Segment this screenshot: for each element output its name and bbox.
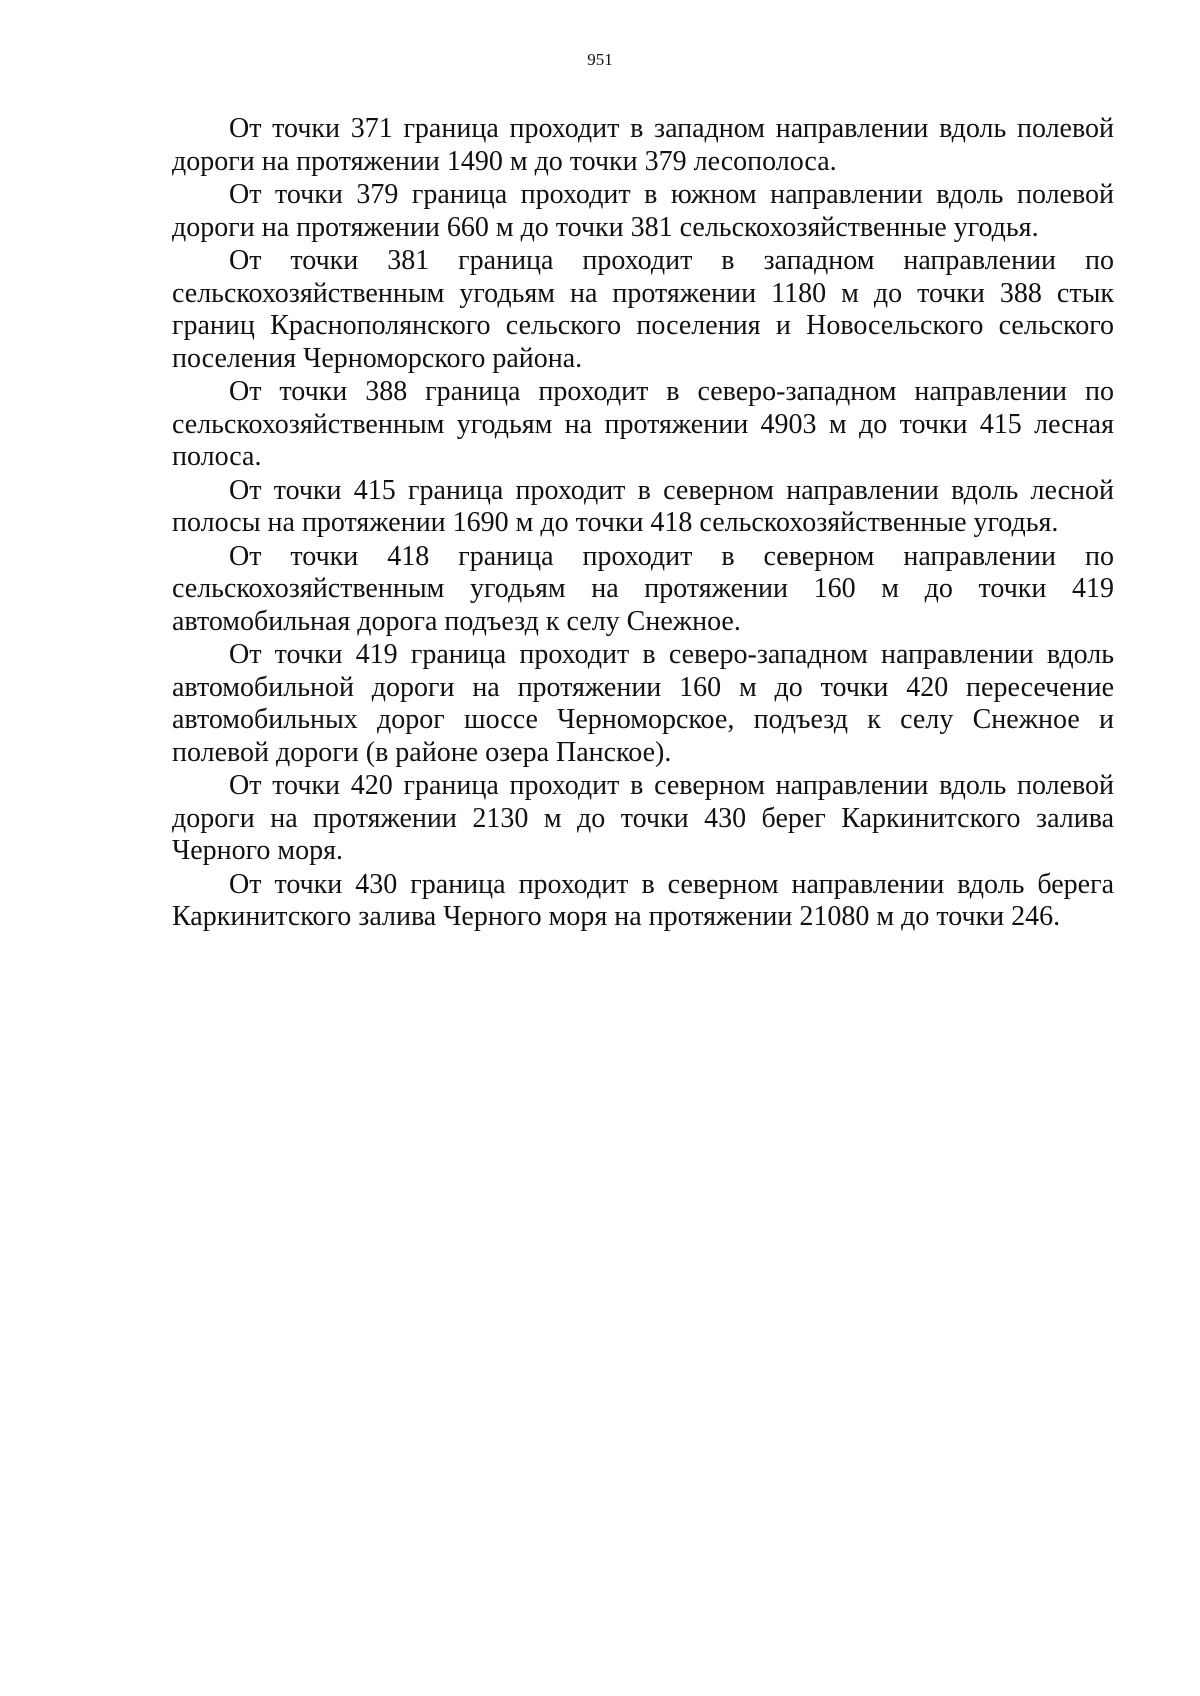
page-number: 951	[587, 50, 613, 69]
paragraph-point-381: От точки 381 граница проходит в западном направлении по сельскохозяйственным угодьям на протяжении 1180 м до точки 388 стык границ Краснополянского сельского поселения и Новосельского сельского поселения Черноморского района.	[172, 245, 1114, 374]
document-body	[172, 113, 1114, 935]
paragraph-point-430: От точки 430 граница проходит в северном направлении вдоль берега Каркинитского залива Черного моря на протяжении 21080 м до точки 246.	[172, 868, 1114, 932]
paragraph-point-388: От точки 388 граница проходит в северо-западном направлении по сельскохозяйственным угодьям на протяжении 4903 м до точки 415 лесная полоса.	[172, 376, 1114, 472]
paragraph-point-420: От точки 420 граница проходит в северном направлении вдоль полевой дороги на протяжении 2130 м до точки 430 берег Каркинитского залива Черного моря.	[172, 770, 1114, 866]
paragraph-point-418: От точки 418 граница проходит в северном направлении по сельскохозяйственным угодьям на протяжении 160 м до точки 419 автомобильная дорога подъезд к селу Снежное.	[172, 540, 1114, 637]
paragraph-point-371: От точки 371 граница проходит в западном направлении вдоль полевой дороги на протяжении 1490 м до точки 379 лесополоса.	[172, 113, 1114, 177]
paragraph-point-419: От точки 419 граница проходит в северо-западном направлении вдоль автомобильной дороги на протяжении 160 м до точки 420 пересечение автомобильных дорог шоссе Черноморское, подъезд к селу Снежное и полевой дороги (в районе озера Панское).	[172, 639, 1114, 768]
paragraph-point-379: От точки 379 граница проходит в южном направлении вдоль полевой дороги на протяжении 660 м до точки 381 сельскохозяйственные угодья.	[172, 179, 1114, 243]
paragraph-point-415: От точки 415 граница проходит в северном направлении вдоль лесной полосы на протяжении 1690 м до точки 418 сельскохозяйственные угодья.	[172, 474, 1114, 538]
